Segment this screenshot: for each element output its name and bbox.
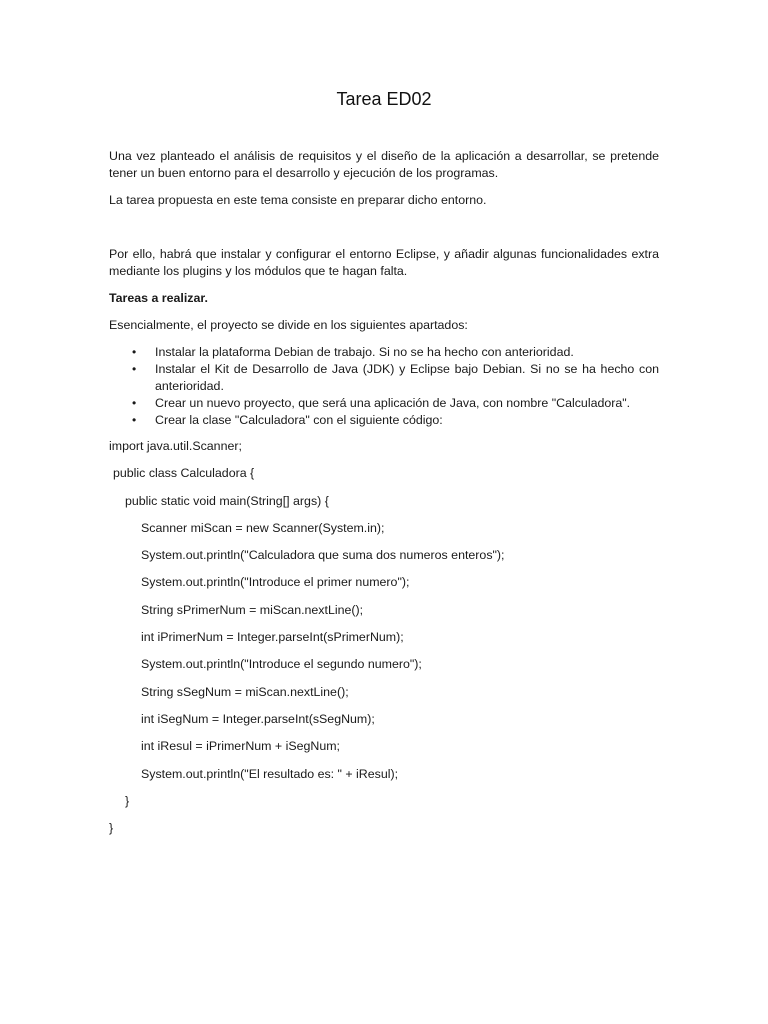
code-line: int iPrimerNum = Integer.parseInt(sPrimerNum); [141, 630, 404, 645]
code-line: String sSegNum = miScan.nextLine(); [141, 684, 349, 699]
code-line: String sPrimerNum = miScan.nextLine(); [141, 602, 364, 617]
document-body [109, 148, 659, 847]
document-title: Tarea ED02 [336, 89, 432, 109]
list-item-text: Crear un nuevo proyecto, que será una aplicación de Java, con nombre "Calculadora". [155, 396, 631, 410]
bullet-icon: • [132, 362, 137, 376]
list-item-text: Instalar el Kit de Desarrollo de Java (JDK) y Eclipse bajo Debian. Si no se ha hecho con anterioridad. [155, 362, 659, 393]
code-line: } [125, 793, 130, 808]
list-item [109, 344, 659, 361]
code-line: System.out.println("Calculadora que suma dos numeros enteros"); [141, 548, 505, 563]
bullet-icon: • [132, 413, 137, 427]
bullet-icon: • [132, 345, 137, 359]
code-line: public class Calculadora { [113, 466, 255, 481]
section-heading: Tareas a realizar. [109, 291, 208, 305]
code-line: Scanner miScan = new Scanner(System.in); [141, 520, 385, 535]
code-line: import java.util.Scanner; [109, 439, 242, 453]
install-paragraph: Por ello, habrá que instalar y configurar el entorno Eclipse, y añadir algunas funcionalidades extra mediante los plugins y los módulos que te hagan falta. [109, 247, 659, 278]
code-line: System.out.println("Introduce el primer numero"); [141, 575, 410, 590]
sections-paragraph: Esencialmente, el proyecto se divide en los siguientes apartados: [109, 318, 468, 332]
code-line: public static void main(String[] args) { [125, 493, 329, 508]
task-list [109, 344, 659, 429]
list-item [109, 395, 659, 412]
list-item-text: Crear la clase "Calculadora" con el siguiente código: [155, 413, 443, 427]
intro-paragraph: Una vez planteado el análisis de requisitos y el diseño de la aplicación a desarrollar, se pretende tener un buen entorno para el desarrollo y ejecución de los programas. [109, 149, 659, 180]
code-listing [109, 438, 659, 847]
list-item-text: Instalar la plataforma Debian de trabajo. Si no se ha hecho con anterioridad. [155, 345, 574, 359]
list-item [109, 361, 659, 395]
bullet-icon: • [132, 396, 137, 410]
code-line: int iSegNum = Integer.parseInt(sSegNum); [141, 711, 375, 726]
code-line: System.out.println("Introduce el segundo numero"); [141, 657, 422, 672]
code-line: } [109, 821, 114, 836]
code-line: int iResul = iPrimerNum + iSegNum; [141, 739, 341, 754]
code-line: System.out.println("El resultado es: " + iResul); [141, 766, 399, 781]
task-paragraph: La tarea propuesta en este tema consiste en preparar dicho entorno. [109, 193, 487, 207]
list-item [109, 412, 659, 429]
